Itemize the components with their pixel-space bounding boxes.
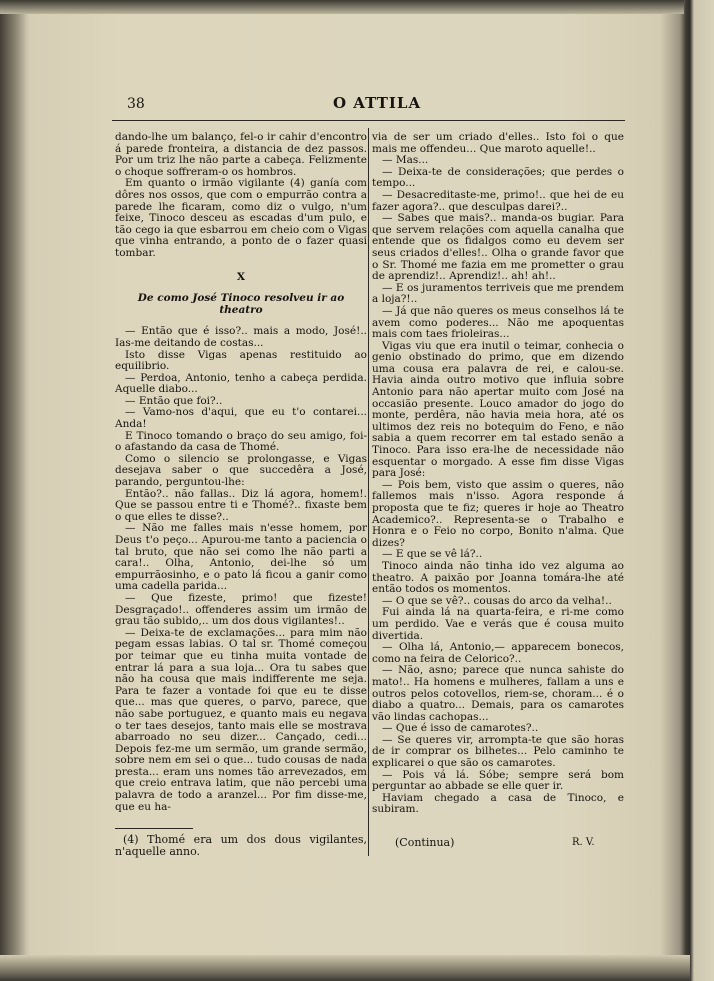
binding-shadow [0,14,26,955]
paragraph: — Deixa-te de exclamações... para mim não pegam essas labias. O tal sr. Thomé começou por teimar que eu tinha muita vontade de entrar lá para a sua loja... Ora tu sabes que não ha cousa que mais indifferente me seja. Para te fazer a vontade foi que eu te disse que... mas que queres, o parvo, parece, que não sabe portuguez, e quanto mais eu negava o ter taes desejos, tanto mais elle se mostrava abarroado no seu dizer... Cançado, cedi... Depois fez-me um sermão, um grande sermão, sobre nem em sei o que... tudo cousas de nada presta... eram uns nomes tão arrevezados, em que creio entrava latim, que não percebi uma palavra de todo a aranzel... Por fim disse-me, que eu ha- [115,626,367,813]
author-signature: R. V. [572,837,595,848]
paragraph: Isto disse Vigas apenas restituido ao equilibrio. [115,348,367,373]
paragraph: — E os juramentos terriveis que me prendem a loja?!.. [372,281,624,306]
continuation-note: (Continua) [395,836,455,849]
footnote: (4) Thomé era um dos dous vigilantes, n'aquelle anno. [115,833,367,859]
paragraph: Então?.. não fallas.. Diz lá agora, homem!. Que se passou entre ti e Thomé?.. fixaste bem o que elles te disse?.. [115,487,367,523]
right-column [372,132,624,816]
paragraph: — Pois bem, visto que assim o queres, não fallemos mais n'isso. Agora responde á proposta que te fiz; queres ir hoje ao Theatro Academico?.. Representa-se o Trabalho e Honra e o Feio no corpo, Bonito n'alma. Que dizes? [372,478,624,549]
paragraph: — Que é isso de camarotes?.. [382,722,539,735]
page-number: 38 [127,96,145,112]
page-title: O ATTILA [333,94,422,112]
paragraph: Haviam chegado a casa de Tinoco, e subiram. [372,791,624,816]
paragraph: — Desacreditaste-me, primo!.. que hei de eu fazer agora?.. que desculpas darei?.. [372,188,624,213]
paragraph: dando-lhe um balanço, fel-o ir cahir d'encontro á parede fronteira, a distancia de dez passos. Por um triz lhe não parte a cabeça. Felizmente o choque soffreram-o os hombros. [115,131,367,178]
paragraph: — E que se vê lá?.. [382,548,483,561]
paragraph: — Vamo-nos d'aqui, que eu t'o contarei... Anda! [115,406,367,431]
page-edge-top [0,0,684,14]
paragraph: — Perdoa, Antonio, tenho a cabeça perdida. Aquelle diabo... [115,371,367,396]
paragraph: Vigas viu que era inutil o teimar, conhecia o genio obstinado do primo, que em dizendo uma cousa era palavra de rei, e calou-se. Havia ainda outro motivo que influia sobre Antonio para não apertar muito com José na occasião presente. Louco amador do jogo do monte, perdêra, não havia meia hora, até os ultimos dez reis no botequim do Feno, e não sabia a quem recorrer em tal estado senão a Tinoco. Para isso era-lhe de necessidade não esquentar o morgado. A esse fim disse Vigas para José: [372,339,624,480]
paragraph: Em quanto o irmão vigilante (4) ganía com dôres nos ossos, que com o empurrão contra a parede lhe ficaram, como diz o vulgo, n'um feixe, Tinoco desceu as escadas d'um pulo, e tão cego ia que esbarrou em cheio com o Vigas que vinha entrando, a ponto de o fazer quasi tombar. [115,177,367,259]
page-edge-bottom [0,955,690,981]
paragraph: — Não me falles mais n'esse homem, por Deus t'o peço... Apurou-me tanto a paciencia o tal bruto, que não sei como lhe não parti a cara!.. Olha, Antonio, dei-lhe só um empurrãosinho, e o pato lá ficou a ganir como uma cadella parida... [115,522,367,593]
paragraph: via de ser um criado d'elles.. Isto foi o que mais me offendeu... Que maroto aquelle!.. [372,131,624,155]
paragraph: E Tinoco tomando o braço do seu amigo, foi-o afastando da casa de Thomé. [115,429,367,454]
paragraph: — Pois vá lá. Sóbe; sempre será bom perguntar ao abbade se elle quer ir. [372,768,624,793]
header-rule [112,120,625,121]
paragraph: — Então que foi?.. [125,394,223,407]
paragraph: — Se queres vir, arrompta-te que são horas de ir comprar os bilhetes... Pelo caminho te explicarei o que são os camarotes. [372,733,624,770]
paragraph: — Que fizeste, primo! que fizeste! Desgraçado!.. offenderes assim um irmão de grau tão subido,.. um dos dous vigilantes!.. [115,591,367,628]
paragraph: Tinoco ainda não tinha ido vez alguma ao theatro. A paixão por Joanna tomára-lhe até então todos os momentos. [372,559,624,596]
paragraph: — Olha lá, Antonio,— apparecem bonecos, como na feira de Celorico?.. [372,641,624,665]
paragraph: — Então que é isso?.. mais a modo, José!.. Ias-me deitando de costas... [115,325,367,349]
section-number: X [236,270,246,283]
paragraph: — Já que não queres os meus conselhos lá te avem como poderes... Não me apoquentas mais com taes frioleiras... [372,304,624,341]
section-title: De como José Tinoco resolveu ir ao theatro [137,292,345,316]
left-column [115,132,367,813]
column-divider [368,128,369,856]
paragraph: — O que se vê?.. cousas do arco da velha!.. [382,594,612,607]
footnote-rule [115,828,193,829]
paragraph: Como o silencio se prolongasse, e Vigas desejava saber o que succedêra a José, parando, perguntou-lhe: [115,452,367,489]
paragraph: — Não, asno; parece que nunca sahiste do mato!.. Ha homens e mulheres, fallam a uns e outros pelos cotovellos, riem-se, choram... é o diabo a quatro... Demais, para os camarotes vão lindas cachopas... [372,664,624,723]
paragraph: — Sabes que mais?.. manda-os bugiar. Para que servem relações com aquella canalha que entende que os fidalgos como eu devem ser seus criados d'elles!.. Olha o grande favor que o Sr. Thomé me fazia em me prometter o grau de aprendiz!.. Aprendiz!.. ah! ah!.. [372,212,624,283]
paragraph: — Mas... [382,154,429,167]
paragraph: — Deixa-te de considerações; que perdes o tempo... [372,165,624,190]
paragraph: Fui ainda lá na quarta-feira, e ri-me como um perdido. Vae e verás que é cousa muito divertida. [372,606,624,642]
